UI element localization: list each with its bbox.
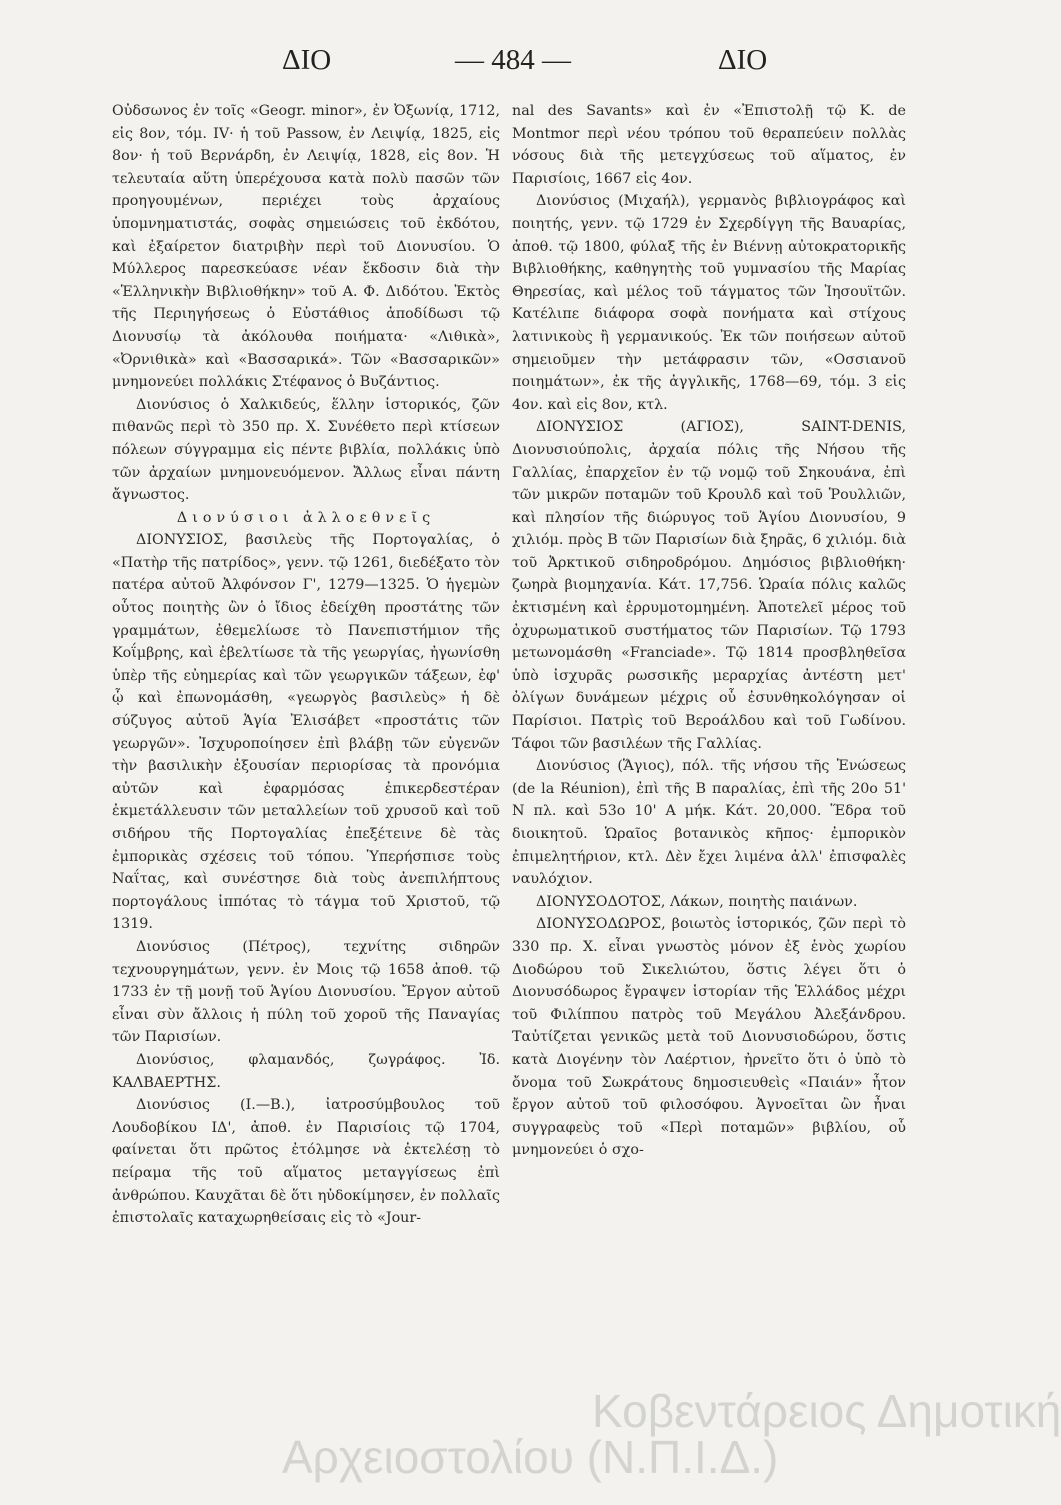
section-heading-foreign: Διονύσιοι ἀλλοεθνεῖς <box>176 509 436 526</box>
header-right-guide-word: ΔΙΟ <box>718 44 768 76</box>
entry-dionysios-physician: Διονύσιος (Ι.—Β.), ἰατροσύμβουλος τοῦ Λουδοβίκου ΙΔ', ἀποθ. ἐν Παρισίοις τῷ 1704, φαίνεται ὅτι πρῶτος ἐτόλμησε νὰ ἐκτελέσῃ τὸ πείραμα τῆς τοῦ αἵματος μεταγγίσεως ἐπὶ ἀνθρώπου. Καυχᾶται δὲ ὅτι ηὐδοκίμησεν, ἐν πολλαῖς ἐπιστολαῖς καταχωρηθείσαις εἰς τὸ «Jour- <box>112 1097 500 1227</box>
right-column <box>512 100 906 1162</box>
paragraph: Οὐδσωνος ἐν τοῖς «Geogr. minor», ἐν Ὀξωνίᾳ, 1712, εἰς 8ον, τόμ. IV· ἡ τοῦ Passow, ἐν Λειψίᾳ, 1825, εἰς 8ον· ἡ τοῦ Βερνάρδη, ἐν Λειψίᾳ, 1828, εἰς 8ον. Ἡ τελευταία αὕτη ὑπερέχουσα κατὰ πολὺ πασῶν τῶν προηγουμένων, περιέχει τοὺς ἀρχαίους ὑπομνηματιστάς, σοφὰς σημειώσεις τοῦ ἐκδότου, καὶ ἐξαίρετον διατριβὴν περὶ τοῦ Διονυσίου. Ὁ Μύλλερος παρεσκεύασε νέαν ἔκδοσιν διὰ τὴν «Ἑλληνικὴν Βιβλιοθήκην» τοῦ Α. Φ. Διδότου. Ἐκτὸς τῆς Περιηγήσεως ὁ Εὐστάθιος ἀποδίδωσι τῷ Διονυσίῳ τὰ ἀκόλουθα ποιήματα· «Λιθικὰ», «Ὀρνιθικὰ» καὶ «Βασσαρικά». Τῶν «Βασσαρικῶν» μνημονεύει πολλάκις Στέφανος ὁ Βυζάντιος. <box>112 103 500 391</box>
page-number: — 484 — <box>455 44 571 76</box>
paragraph: nal des Savants» καὶ ἐν «Ἐπιστολῇ τῷ K. de Montmor περὶ νέου τρόπου τοῦ θεραπεύειν πολλὰς νόσους διὰ τῆς μετεγχύσεως τοῦ αἵματος, ἐν Παρισίοις, 1667 εἰς 4ον. <box>512 103 906 187</box>
page-header <box>110 44 900 84</box>
entry-saint-denis-reunion: Διονύσιος (Ἅγιος), πόλ. τῆς νήσου τῆς Ἑνώσεως (de la Réunion), ἐπὶ τῆς Β παραλίας, ἐπὶ τῆς 20ο 51' Ν πλ. καὶ 53ο 10' Α μήκ. Κάτ. 20,000. Ἕδρα τοῦ διοικητοῦ. Ὡραῖος βοτανικὸς κῆπος· ἐμπορικὸν ἐπιμελητήριον, κτλ. Δὲν ἔχει λιμένα ἀλλ' ἐπισφαλὲς ναυλόχιον. <box>512 758 906 888</box>
entry-dionysios-chalkideus: Διονύσιος ὁ Χαλκιδεύς, ἕλλην ἱστορικός, ζῶν πιθανῶς περὶ τὸ 350 πρ. Χ. Συνέθετο περὶ κτίσεων πόλεων σύγγραμμα εἰς πέντε βιβλία, πολλάκις ὑπὸ τῶν ἀρχαίων μνημονευόμενον. Ἄλλως εἶναι πάντη ἄγνωστος. <box>112 396 500 504</box>
entry-dionysodotos: ΔΙΟΝΥΣΟΔΟΤΟΣ, Λάκων, ποιητὴς παιάνων. <box>536 893 858 910</box>
entry-dionysios-michael: Διονύσιος (Μιχαήλ), γερμανὸς βιβλιογράφος καὶ ποιητής, γενν. τῷ 1729 ἐν Σχερδίγγη τῆς Βαυαρίας, ἀποθ. τῷ 1800, φύλαξ τῆς ἐν Βιέννῃ αὐτοκρατορικῆς Βιβλιοθήκης, καθηγητὴς τοῦ γυμνασίου τῆς Μαρίας Θηρεσίας, καὶ μέλος τοῦ τάγματος τῶν Ἰησουϊτῶν. Κατέλιπε διάφορα σοφὰ πονήματα καὶ στίχους λατινικοὺς ἢ γερμανικούς. Ἐκ τῶν ποιήσεων αὐτοῦ σημειοῦμεν τὴν μετάφρασιν τῶν, «Οσσιανοῦ ποιημάτων», ἐκ τῆς ἀγγλικῆς, 1768—69, τόμ. 3 εἰς 4ον. καὶ εἰς 8ον, κτλ. <box>512 193 906 413</box>
watermark-line-2: Αρχειοστολίου (Ν.Π.Ι.Δ.) <box>282 1431 779 1483</box>
entry-dionysios-king-portugal: ΔΙΟΝΥΣΙΟΣ, βασιλεὺς τῆς Πορτογαλίας, ὁ «Πατὴρ τῆς πατρίδος», γενν. τῷ 1261, διεδέξατο τὸν πατέρα αὐτοῦ Ἀλφόνσον Γ', 1279—1325. Ὁ ἡγεμὼν οὗτος ποιητὴς ὢν ὁ ἴδιος ἐδείχθη προστάτης τῶν γραμμάτων, ἐθεμελίωσε τὸ Πανεπιστήμιον τῆς Κοΐμβρης, καὶ ἐβελτίωσε τὰ τῆς γεωργίας, ἠγωνίσθη ὑπὲρ τῆς εὐημερίας καὶ τῶν γεωργικῶν τάξεων, ἐφ' ᾧ καὶ ἐπωνομάσθη, «γεωργὸς βασιλεὺς» ἡ δὲ σύζυγος αὐτοῦ Ἁγία Ἐλισάβετ «προστάτις τῶν γεωργῶν». Ἰσχυροποίησεν ἐπὶ βλάβῃ τῶν εὐγενῶν τὴν βασιλικὴν ἐξουσίαν περιορίσας τὰ προνόμια αὐτῶν καὶ ἐφαρμόσας ἐπικερδεστέραν ἐκμετάλλευσιν τῶν μεταλλείων τοῦ χρυσοῦ καὶ τοῦ σιδήρου τῆς Πορτογαλίας ἐπεξέτεινε δὲ τὰς ἐμπορικὰς σχέσεις τοῦ τόπου. Ὑπερήσπισε τοὺς Ναΐτας, καὶ συνέστησε διὰ τοὺς ἀνεπιλήπτους πορτογάλους ἱππότας τὸ τάγμα τοῦ Χριστοῦ, τῷ 1319. <box>112 532 500 933</box>
watermark-line-1: Κοβεντάρειος Δημοτική <box>592 1385 1061 1437</box>
header-left-guide-word: ΔΙΟ <box>282 44 332 76</box>
entry-dionysios-petros: Διονύσιος (Πέτρος), τεχνίτης σιδηρῶν τεχνουργημάτων, γενν. ἐν Μοις τῷ 1658 ἀποθ. τῷ 1733 ἐν τῇ μονῇ τοῦ Ἁγίου Διονυσίου. Ἔργον αὐτοῦ εἶναι σὺν ἄλλοις ἡ πύλη τοῦ χοροῦ τῆς Παναγίας τῶν Παρισίων. <box>112 938 500 1046</box>
entry-dionysodoros: ΔΙΟΝΥΣΟΔΩΡΟΣ, βοιωτὸς ἱστορικός, ζῶν περὶ τὸ 330 πρ. Χ. εἶναι γνωστὸς μόνον ἐξ ἑνὸς χωρίου Διοδώρου τοῦ Σικελιώτου, ὅστις λέγει ὅτι ὁ Διονυσόδωρος ἔγραψεν ἱστορίαν τῆς Ἑλλάδος μέχρι τοῦ Φιλίππου πατρὸς τοῦ Μεγάλου Ἀλεξάνδρου. Ταὐτίζεται γενικῶς μετὰ τοῦ Διονυσιοδώρου, ὅστις κατὰ Διογένην τὸν Λαέρτιον, ἠρνεῖτο ὅτι ὁ ὑπὸ τὸ ὄνομα τοῦ Σωκράτους δημοσιευθεὶς «Παιάν» ἦτον ἔργον αὐτοῦ τοῦ φιλοσόφου. Ἀγνοεῖται ὢν ἦναι συγγραφεὺς τοῦ «Περὶ ποταμῶν» βιβλίου, οὗ μνημονεύει ὁ σχο- <box>512 916 906 1159</box>
entry-saint-denis: ΔΙΟΝΥΣΙΟΣ (ΑΓΙΟΣ), SAINT-DENIS, Διονυσιούπολις, ἀρχαία πόλις τῆς Νήσου τῆς Γαλλίας, ἐπαρχεῖον ἐν τῷ νομῷ τοῦ Σηκουάνα, ἐπὶ τῶν μικρῶν ποταμῶν τοῦ Κρουλδ καὶ τοῦ Ῥουλλιῶν, καὶ πλησίον τῆς διώρυγος τοῦ Ἁγίου Διονυσίου, 9 χιλιόμ. πρὸς Β τῶν Παρισίων διὰ ξηρᾶς, 6 χιλιόμ. διὰ τοῦ Ἀρκτικοῦ σιδηροδρόμου. Δημόσιος βιβλιοθήκη· ζωηρὰ βιομηχανία. Κάτ. 17,756. Ὡραία πόλις καλῶς ἐκτισμένη καὶ ἐρρυμοτομημένη. Ἀποτελεῖ μέρος τοῦ ὀχυρωματικοῦ συστήματος τῶν Παρισίων. Τῷ 1793 μετωνομάσθη «Franciade». Τῷ 1814 προσβληθεῖσα ὑπὸ ἰσχυρᾶς ρωσσικῆς μεραρχίας ἀντέστη μετ' ὀλίγων δυνάμεων μέχρις οὗ ἐσυνθηκολόγησαν οἱ Παρίσιοι. Πατρὶς τοῦ Βεροάλδου καὶ τοῦ Γωδίνου. Τάφοι τῶν βασιλέων τῆς Γαλλίας. <box>512 419 906 752</box>
library-watermark <box>240 1385 1061 1505</box>
entry-dionysios-painter: Διονύσιος, φλαμανδός, ζωγράφος. Ἰδ. ΚΑΛΒΑΕΡΤΗΣ. <box>112 1051 500 1091</box>
left-column <box>112 100 500 1230</box>
